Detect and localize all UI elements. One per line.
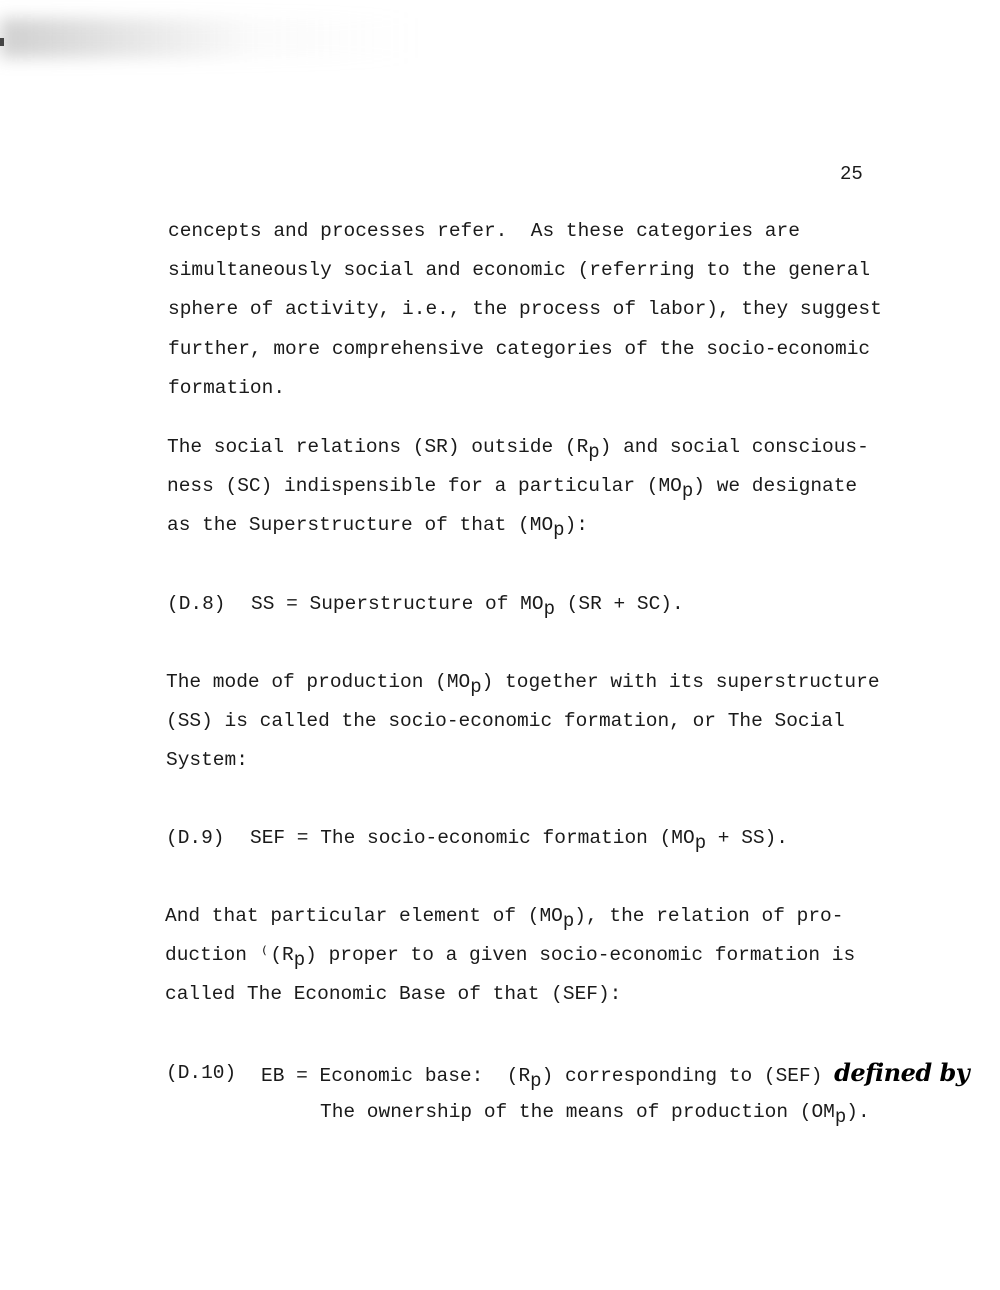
definition-d10-line-2: The ownership of the means of production $(OM_p)$. <box>320 1101 870 1128</box>
para1-line-3: sphere of activity, i.e., the process of labor), they suggest <box>168 298 882 320</box>
page-number: 25 <box>840 163 863 185</box>
para3-line-2: (SS) is called the socio-economic formation, or The Social <box>166 710 845 732</box>
definition-d10-label: (D.10) <box>166 1062 237 1084</box>
scan-edge-mark <box>0 38 4 46</box>
para1-line-2: simultaneously social and economic (referring to the general <box>168 259 871 281</box>
definition-d9-text: SEF = The socio-economic formation $(MO_p + SS)$. <box>250 827 789 854</box>
para2-line-2: ness (SC) indispensible for a particular $(MO_p)$ we designate <box>167 475 858 502</box>
definition-d8-label: (D.8) <box>167 593 226 615</box>
para1-line-5: formation. <box>168 377 286 399</box>
para1-line-1: cencepts and processes refer. As these categories are <box>168 220 800 242</box>
definition-d10-text: EB = Economic base: $(R_p)$ corresponding to (SEF) defined by <box>261 1058 970 1092</box>
para4-line-3: called The Economic Base of that (SEF): <box>165 983 622 1005</box>
handwritten-annotation: defined by <box>834 1058 970 1087</box>
definition-d8-text: SS = Superstructure of $MO_p$ (SR + SC). <box>251 593 684 620</box>
para4-line-2: duction $^((R_p)$ proper to a given socio-economic formation is <box>165 944 856 971</box>
para3-line-3: System: <box>166 749 248 771</box>
para4-line-1: And that particular element of $(MO_p)$, the relation of pro- <box>165 905 844 932</box>
para1-line-4: further, more comprehensive categories of the socio-economic <box>168 338 871 360</box>
para3-line-1: The mode of production $(MO_p)$ together with its superstructure <box>166 671 880 698</box>
definition-d9-label: (D.9) <box>166 827 225 849</box>
para2-line-1: The social relations (SR) outside $(R_p)$ and social conscious- <box>167 436 869 463</box>
para2-line-3: as the Superstructure of that $(MO_p)$: <box>167 514 588 541</box>
scan-smudge <box>0 18 420 58</box>
